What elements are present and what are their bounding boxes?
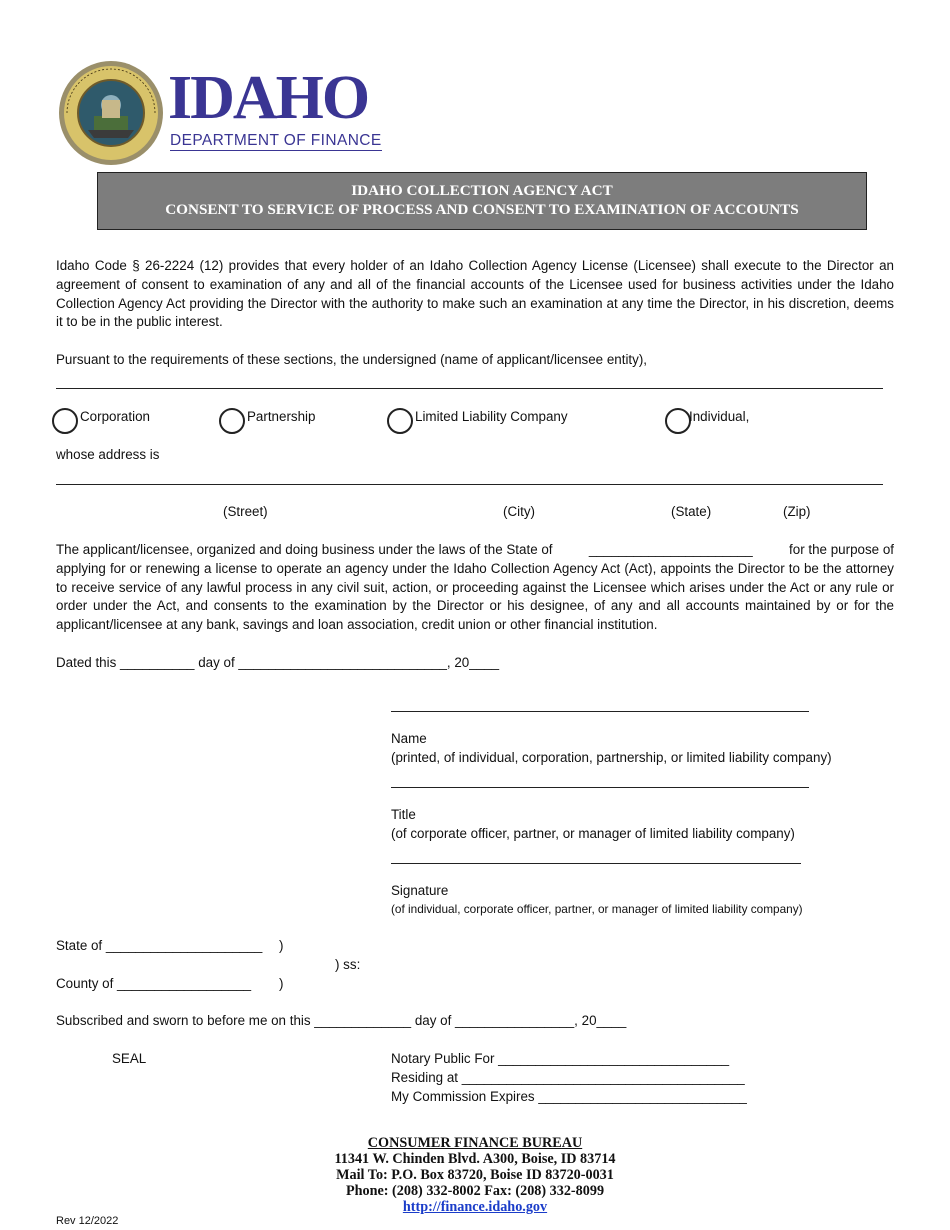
name-label: Name: [391, 731, 427, 746]
footer-phone: Phone: (208) 332-8002 Fax: (208) 332-8099: [345, 1183, 605, 1199]
title-signature-line[interactable]: [391, 787, 809, 788]
individual-label: Individual,: [689, 409, 750, 424]
consent-start: The applicant/licensee, organized and doing business under the laws of the State of: [56, 542, 553, 557]
footer-address: 11341 W. Chinden Blvd. A300, Boise, ID 83714: [334, 1151, 616, 1167]
footer-bureau: CONSUMER FINANCE BUREAU: [367, 1135, 583, 1151]
venue-state-paren: ): [279, 938, 284, 953]
form-title-line-1: IDAHO COLLECTION AGENCY ACT: [351, 182, 613, 199]
notary-public-for[interactable]: Notary Public For _______________________________: [391, 1051, 730, 1066]
footer-website-link[interactable]: http://finance.idaho.gov: [402, 1199, 548, 1215]
dated-line[interactable]: Dated this __________ day of ____________________________, 20____: [56, 655, 500, 670]
entity-name-line[interactable]: [56, 388, 883, 389]
consent-end: for the purpose of: [789, 542, 894, 557]
address-line[interactable]: [56, 484, 883, 485]
city-label: (City): [503, 504, 535, 519]
footer-mail: Mail To: P.O. Box 83720, Boise ID 83720-0031: [336, 1167, 614, 1183]
llc-label: Limited Liability Company: [415, 409, 568, 424]
signature-hint: (of individual, corporate officer, partner, or manager of limited liability company): [391, 902, 803, 916]
venue-county-paren: ): [279, 976, 284, 991]
corporation-radio[interactable]: [52, 408, 78, 434]
notary-residing-at[interactable]: Residing at ______________________________________: [391, 1070, 745, 1085]
signature-label: Signature: [391, 883, 449, 898]
venue-ss: ) ss:: [335, 957, 361, 972]
street-label: (Street): [223, 504, 268, 519]
sworn-line[interactable]: Subscribed and sworn to before me on this _____________ day of ________________, 20____: [56, 1013, 627, 1028]
title-hint: (of corporate officer, partner, or manager of limited liability company): [391, 826, 795, 841]
state-label: (State): [671, 504, 712, 519]
llc-radio[interactable]: [387, 408, 413, 434]
intro-paragraph: Idaho Code § 26-2224 (12) provides that every holder of an Idaho Collection Agency License (Licensee) shall execute to the Director an agreement of consent to examination of any and all of the financial accounts of the Licensee used for business activities under the Idaho Collection Agency Act providing the Director with the authority to make such an examination at any time the Director, in his discretion, deems it to be in the public interest.: [56, 258, 894, 330]
individual-radio[interactable]: [665, 408, 691, 434]
partnership-radio[interactable]: [219, 408, 245, 434]
state-of-organization-blank[interactable]: ______________________: [588, 542, 753, 557]
consent-paragraph: [56, 541, 894, 635]
pursuant-text: Pursuant to the requirements of these sections, the undersigned (name of applicant/licensee entity),: [56, 352, 648, 367]
zip-label: (Zip): [783, 504, 811, 519]
footer-contact: [0, 1135, 950, 1215]
form-title-box: [97, 172, 867, 230]
signature-line[interactable]: [391, 863, 801, 864]
consent-rest: applying for or renewing a license to operate an agency under the Idaho Collection Agency Act (Act), appoints the Director to be the attorney to receive service of any lawful process in any civil suit, action, or proceeding against the Licensee which arises under the Act or any rule or order under the Act, and consents to the examination by the Director or his designee, of any and all accounts maintained by or for the applicant/licensee at any bank, savings and loan association, credit union or other financial institution.: [56, 560, 894, 633]
revision-label: Rev 12/2022: [56, 1215, 119, 1227]
logo-department-name: DEPARTMENT OF FINANCE: [170, 132, 382, 149]
partnership-label: Partnership: [247, 409, 316, 424]
logo-wordmark: IDAHO: [168, 64, 369, 132]
title-label: Title: [391, 807, 416, 822]
venue-county[interactable]: County of __________________: [56, 976, 252, 991]
name-hint: (printed, of individual, corporation, partnership, or limited liability company): [391, 750, 832, 765]
department-logo: [58, 60, 398, 160]
address-prompt: whose address is: [56, 447, 160, 462]
venue-state[interactable]: State of _____________________: [56, 938, 263, 953]
corporation-label: Corporation: [80, 409, 150, 424]
form-title-line-2: CONSENT TO SERVICE OF PROCESS AND CONSENT TO EXAMINATION OF ACCOUNTS: [165, 201, 799, 218]
notary-commission-expires[interactable]: My Commission Expires ____________________________: [391, 1089, 747, 1104]
name-signature-line[interactable]: [391, 711, 809, 712]
seal-label: SEAL: [112, 1051, 147, 1066]
state-seal-icon: [58, 60, 164, 166]
